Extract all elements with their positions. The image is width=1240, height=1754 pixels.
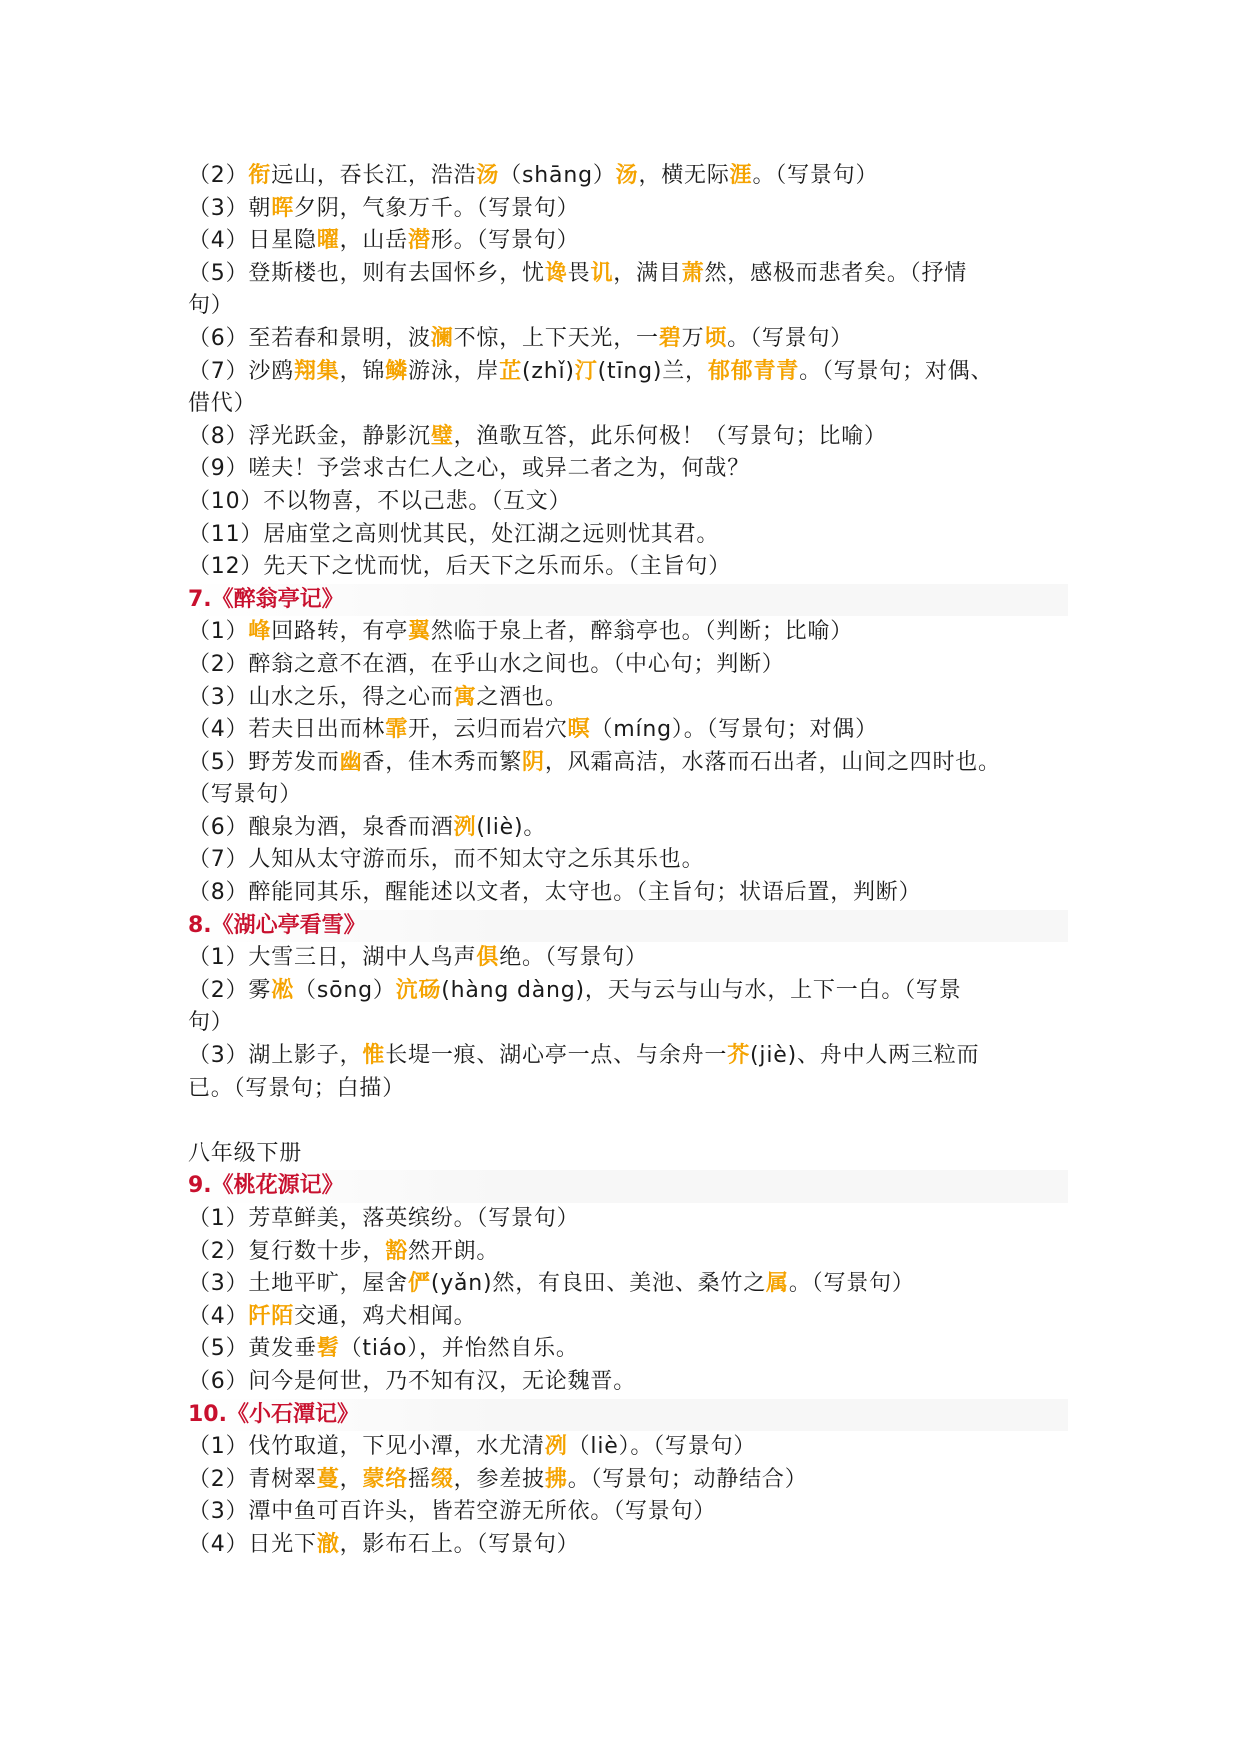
- text-segment: 夕阴，气象万千。（写景句）: [294, 195, 580, 221]
- highlighted-word: 碧: [658, 325, 682, 351]
- text-line: [188, 1236, 1068, 1269]
- text-segment: 然开朗。: [408, 1238, 500, 1264]
- text-segment: 借代）: [188, 391, 257, 417]
- highlighted-word: 澜: [430, 325, 454, 351]
- text-segment: （2）: [188, 163, 249, 188]
- text-segment: （shāng）: [499, 163, 616, 188]
- text-segment: （11）居庙堂之高则忧其民，处江湖之远则忧其君。: [188, 521, 720, 547]
- highlighted-word: 蒙络: [362, 1466, 409, 1492]
- text-line: [188, 1073, 1068, 1106]
- text-segment: (zhǐ): [522, 358, 575, 384]
- text-segment: 8.《湖心亭看雪》: [188, 912, 366, 938]
- text-line: [188, 290, 1068, 323]
- text-segment: （7）沙鸥: [188, 358, 294, 384]
- text-line: [188, 1268, 1068, 1301]
- text-line: [188, 453, 1068, 486]
- text-line: [188, 193, 1068, 226]
- highlighted-word: 惟: [362, 1043, 386, 1069]
- highlighted-word: 汀: [574, 358, 598, 384]
- text-line: [188, 1203, 1068, 1236]
- text-segment: （3）朝: [188, 195, 272, 221]
- highlighted-word: 寓: [453, 684, 477, 710]
- highlighted-word: 顷: [704, 325, 728, 351]
- highlighted-word: 翔集: [294, 358, 340, 384]
- text-line: [188, 1529, 1068, 1562]
- text-segment: ，横无际: [638, 163, 730, 188]
- text-segment: （4）若夫日出而林: [188, 717, 386, 743]
- text-segment: (liè)。: [476, 814, 547, 840]
- highlighted-word: 属: [766, 1271, 789, 1297]
- text-line: [188, 779, 1068, 812]
- text-segment: 。（写景句；对偶、: [799, 358, 994, 384]
- text-segment: （2）醉翁之意不在酒，在乎山水之间也。（中心句；判断）: [188, 651, 785, 677]
- text-segment: （3）土地平旷，屋舍: [188, 1271, 408, 1297]
- text-segment: 交通，鸡犬相闻。: [294, 1303, 477, 1329]
- text-segment: （写景句）: [188, 782, 303, 808]
- text-segment: （5）黄发垂: [188, 1336, 317, 1362]
- text-segment: 句）: [188, 293, 234, 319]
- highlighted-word: 暝: [567, 717, 591, 743]
- text-segment: 句）: [188, 1010, 234, 1036]
- text-segment: （5）野芳发而: [188, 749, 340, 775]
- text-segment: ，满目: [613, 260, 682, 286]
- text-segment: （3）潭中鱼可百许头，皆若空游无所依。（写景句）: [188, 1499, 717, 1525]
- text-segment: （1）伐竹取道，下见小潭，水尤清: [188, 1434, 545, 1460]
- text-segment: 长堤一痕、湖心亭一点、与余舟一: [385, 1043, 728, 1069]
- text-segment: ，: [339, 1466, 363, 1492]
- section-heading: [188, 584, 1068, 617]
- highlighted-word: 芥: [727, 1043, 751, 1069]
- text-segment: 9.《桃花源记》: [188, 1173, 344, 1199]
- text-segment: 远山，吞长江，浩浩: [271, 163, 477, 188]
- text-segment: ，参差披: [453, 1466, 545, 1492]
- text-segment: （4）日星隐: [188, 228, 317, 254]
- text-segment: 已。（写景句；白描）: [188, 1075, 406, 1101]
- text-line: [188, 486, 1068, 519]
- text-line: [188, 714, 1068, 747]
- highlighted-word: 曜: [316, 228, 340, 254]
- text-line: [188, 1301, 1068, 1334]
- text-line: [188, 323, 1068, 356]
- text-segment: 绝。（写景句）: [499, 945, 648, 971]
- highlighted-word: 阴: [522, 749, 545, 775]
- highlighted-word: 沆砀: [395, 977, 442, 1003]
- highlighted-word: 蔓: [316, 1466, 340, 1492]
- highlighted-word: 汤: [615, 163, 639, 188]
- text-line: [188, 616, 1068, 649]
- text-segment: （liè）。（写景句）: [567, 1434, 757, 1460]
- text-line: [188, 1007, 1068, 1040]
- text-line: [188, 551, 1068, 584]
- text-line: [188, 649, 1068, 682]
- highlighted-word: 芷: [499, 358, 523, 384]
- text-line: [188, 388, 1068, 421]
- text-segment: （8）醉能同其乐，醒能述以文者，太守也。（主旨句；状语后置，判断）: [188, 880, 922, 906]
- highlighted-word: 萧: [681, 260, 705, 286]
- highlighted-word: 讥: [590, 260, 614, 286]
- highlighted-word: 峰: [248, 619, 272, 645]
- text-segment: (hàng dàng)，天与云与山与水，上下一白。（写景: [441, 977, 962, 1003]
- text-segment: （1）大雪三日，湖中人鸟声: [188, 945, 477, 971]
- highlighted-word: 鳞: [385, 358, 409, 384]
- document-body: [188, 160, 1068, 1562]
- text-segment: ，山岳: [339, 228, 409, 254]
- text-line: [188, 747, 1068, 780]
- highlighted-word: 汤: [476, 163, 500, 188]
- section-heading: [188, 910, 1068, 943]
- text-segment: 。（写景句；动静结合）: [567, 1466, 808, 1492]
- text-line: [188, 1366, 1068, 1399]
- highlighted-word: 翼: [408, 619, 431, 645]
- text-line: [188, 1431, 1068, 1464]
- text-segment: 回路转，有亭: [271, 619, 409, 645]
- text-line: [188, 682, 1068, 715]
- text-segment: （6）至若春和景明，波: [188, 325, 431, 351]
- text-segment: 八年级下册: [188, 1140, 303, 1166]
- highlighted-word: 涯: [729, 163, 753, 188]
- text-segment: 万: [681, 325, 705, 351]
- text-segment: 。（写景句）: [727, 325, 854, 351]
- text-segment: （míng）。（写景句；对偶）: [590, 717, 878, 743]
- text-segment: 然，感极而悲者矣。（抒情: [704, 260, 968, 286]
- text-segment: （12）先天下之忧而忧，后天下之乐而乐。（主旨句）: [188, 554, 731, 580]
- text-line: [188, 356, 1068, 389]
- text-segment: （9）嗟夫！予尝求古仁人之心，或异二者之为，何哉？: [188, 456, 750, 482]
- text-segment: （sōng）: [294, 977, 396, 1003]
- text-segment: （1）芳草鲜美，落英缤纷。（写景句）: [188, 1206, 580, 1231]
- text-segment: ，风霜高洁，水落而石出者，山间之四时也。: [544, 749, 1001, 775]
- highlighted-word: 霏: [385, 717, 409, 743]
- text-line: [188, 1496, 1068, 1529]
- highlighted-word: 缀: [430, 1466, 454, 1492]
- text-segment: 畏: [567, 260, 591, 286]
- highlighted-word: 洌: [453, 814, 477, 840]
- section-heading: [188, 1170, 1068, 1203]
- highlighted-word: 澈: [316, 1531, 340, 1557]
- text-line: [188, 1040, 1068, 1073]
- text-segment: 不惊，上下天光，一: [453, 325, 659, 351]
- section-heading: [188, 1399, 1068, 1432]
- text-segment: （tiáo），并怡然自乐。: [339, 1336, 579, 1362]
- text-line: [188, 942, 1068, 975]
- text-segment: (yǎn)然，有良田、美池、桑竹之: [430, 1271, 767, 1297]
- highlighted-word: 璧: [430, 423, 454, 449]
- text-line: [188, 160, 1068, 193]
- text-segment: ，锦: [339, 358, 386, 384]
- highlighted-word: 凇: [271, 977, 295, 1003]
- text-line: [188, 844, 1068, 877]
- text-segment: （3）山水之乐，得之心而: [188, 684, 454, 710]
- text-segment: 10.《小石潭记》: [188, 1401, 359, 1427]
- text-segment: 之酒也。: [476, 684, 568, 710]
- text-line: [188, 1333, 1068, 1366]
- text-segment: （10）不以物喜，不以己悲。（互文）: [188, 488, 572, 514]
- text-segment: （2）青树翠: [188, 1466, 317, 1492]
- text-segment: （2）复行数十步，: [188, 1238, 386, 1264]
- text-segment: （6）酿泉为酒，泉香而酒: [188, 814, 454, 840]
- text-segment: （1）: [188, 619, 249, 645]
- text-line: [188, 1138, 1068, 1171]
- highlighted-word: 衔: [248, 163, 272, 188]
- highlighted-word: 晖: [271, 195, 295, 221]
- text-line: [188, 975, 1068, 1008]
- highlighted-word: 豁: [385, 1238, 409, 1264]
- text-segment: 香，佳木秀而繁: [362, 749, 523, 775]
- highlighted-word: 幽: [339, 749, 363, 775]
- text-line: [188, 1464, 1068, 1497]
- text-segment: （7）人知从太守游而乐，而不知太守之乐其乐也。: [188, 847, 705, 873]
- highlighted-word: 髫: [316, 1336, 340, 1362]
- text-segment: 开，云归而岩穴: [408, 717, 568, 743]
- text-segment: 。（写景句）: [752, 163, 879, 188]
- highlighted-word: 郁郁青青: [707, 358, 800, 384]
- highlighted-word: 冽: [544, 1434, 568, 1460]
- highlighted-word: 拂: [544, 1466, 568, 1492]
- text-segment: （4）: [188, 1303, 249, 1329]
- text-segment: （2）雾: [188, 977, 272, 1003]
- text-segment: （3）湖上影子，: [188, 1043, 363, 1069]
- text-segment: （6）问今是何世，乃不知有汉，无论魏晋。: [188, 1368, 636, 1394]
- text-segment: （4）日光下: [188, 1531, 317, 1557]
- highlighted-word: 潜: [408, 228, 431, 254]
- text-segment: （5）登斯楼也，则有去国怀乡，忧: [188, 260, 545, 286]
- text-segment: ，渔歌互答，此乐何极！（写景句；比喻）: [453, 423, 887, 449]
- text-segment: 然临于泉上者，醉翁亭也。（判断；比喻）: [430, 619, 854, 645]
- highlighted-word: 谗: [544, 260, 568, 286]
- text-line: [188, 877, 1068, 910]
- highlighted-word: 俨: [408, 1271, 431, 1297]
- text-line: [188, 225, 1068, 258]
- text-segment: 7.《醉翁亭记》: [188, 586, 344, 612]
- text-line: [188, 519, 1068, 552]
- text-segment: 游泳，岸: [408, 358, 500, 384]
- text-segment: 形。（写景句）: [430, 228, 580, 254]
- text-segment: (tīng)兰，: [597, 358, 708, 384]
- text-segment: （8）浮光跃金，静影沉: [188, 423, 431, 449]
- text-segment: (jiè)、舟中人两三粒而: [750, 1043, 980, 1069]
- text-segment: ，影布石上。（写景句）: [339, 1531, 580, 1557]
- text-line: [188, 812, 1068, 845]
- text-line: [188, 421, 1068, 454]
- highlighted-word: 俱: [476, 945, 500, 971]
- highlighted-word: 阡陌: [248, 1303, 295, 1329]
- text-line: [188, 258, 1068, 291]
- text-segment: 。（写景句）: [788, 1271, 915, 1297]
- text-segment: 摇: [408, 1466, 431, 1492]
- blank-line: [188, 1105, 1068, 1138]
